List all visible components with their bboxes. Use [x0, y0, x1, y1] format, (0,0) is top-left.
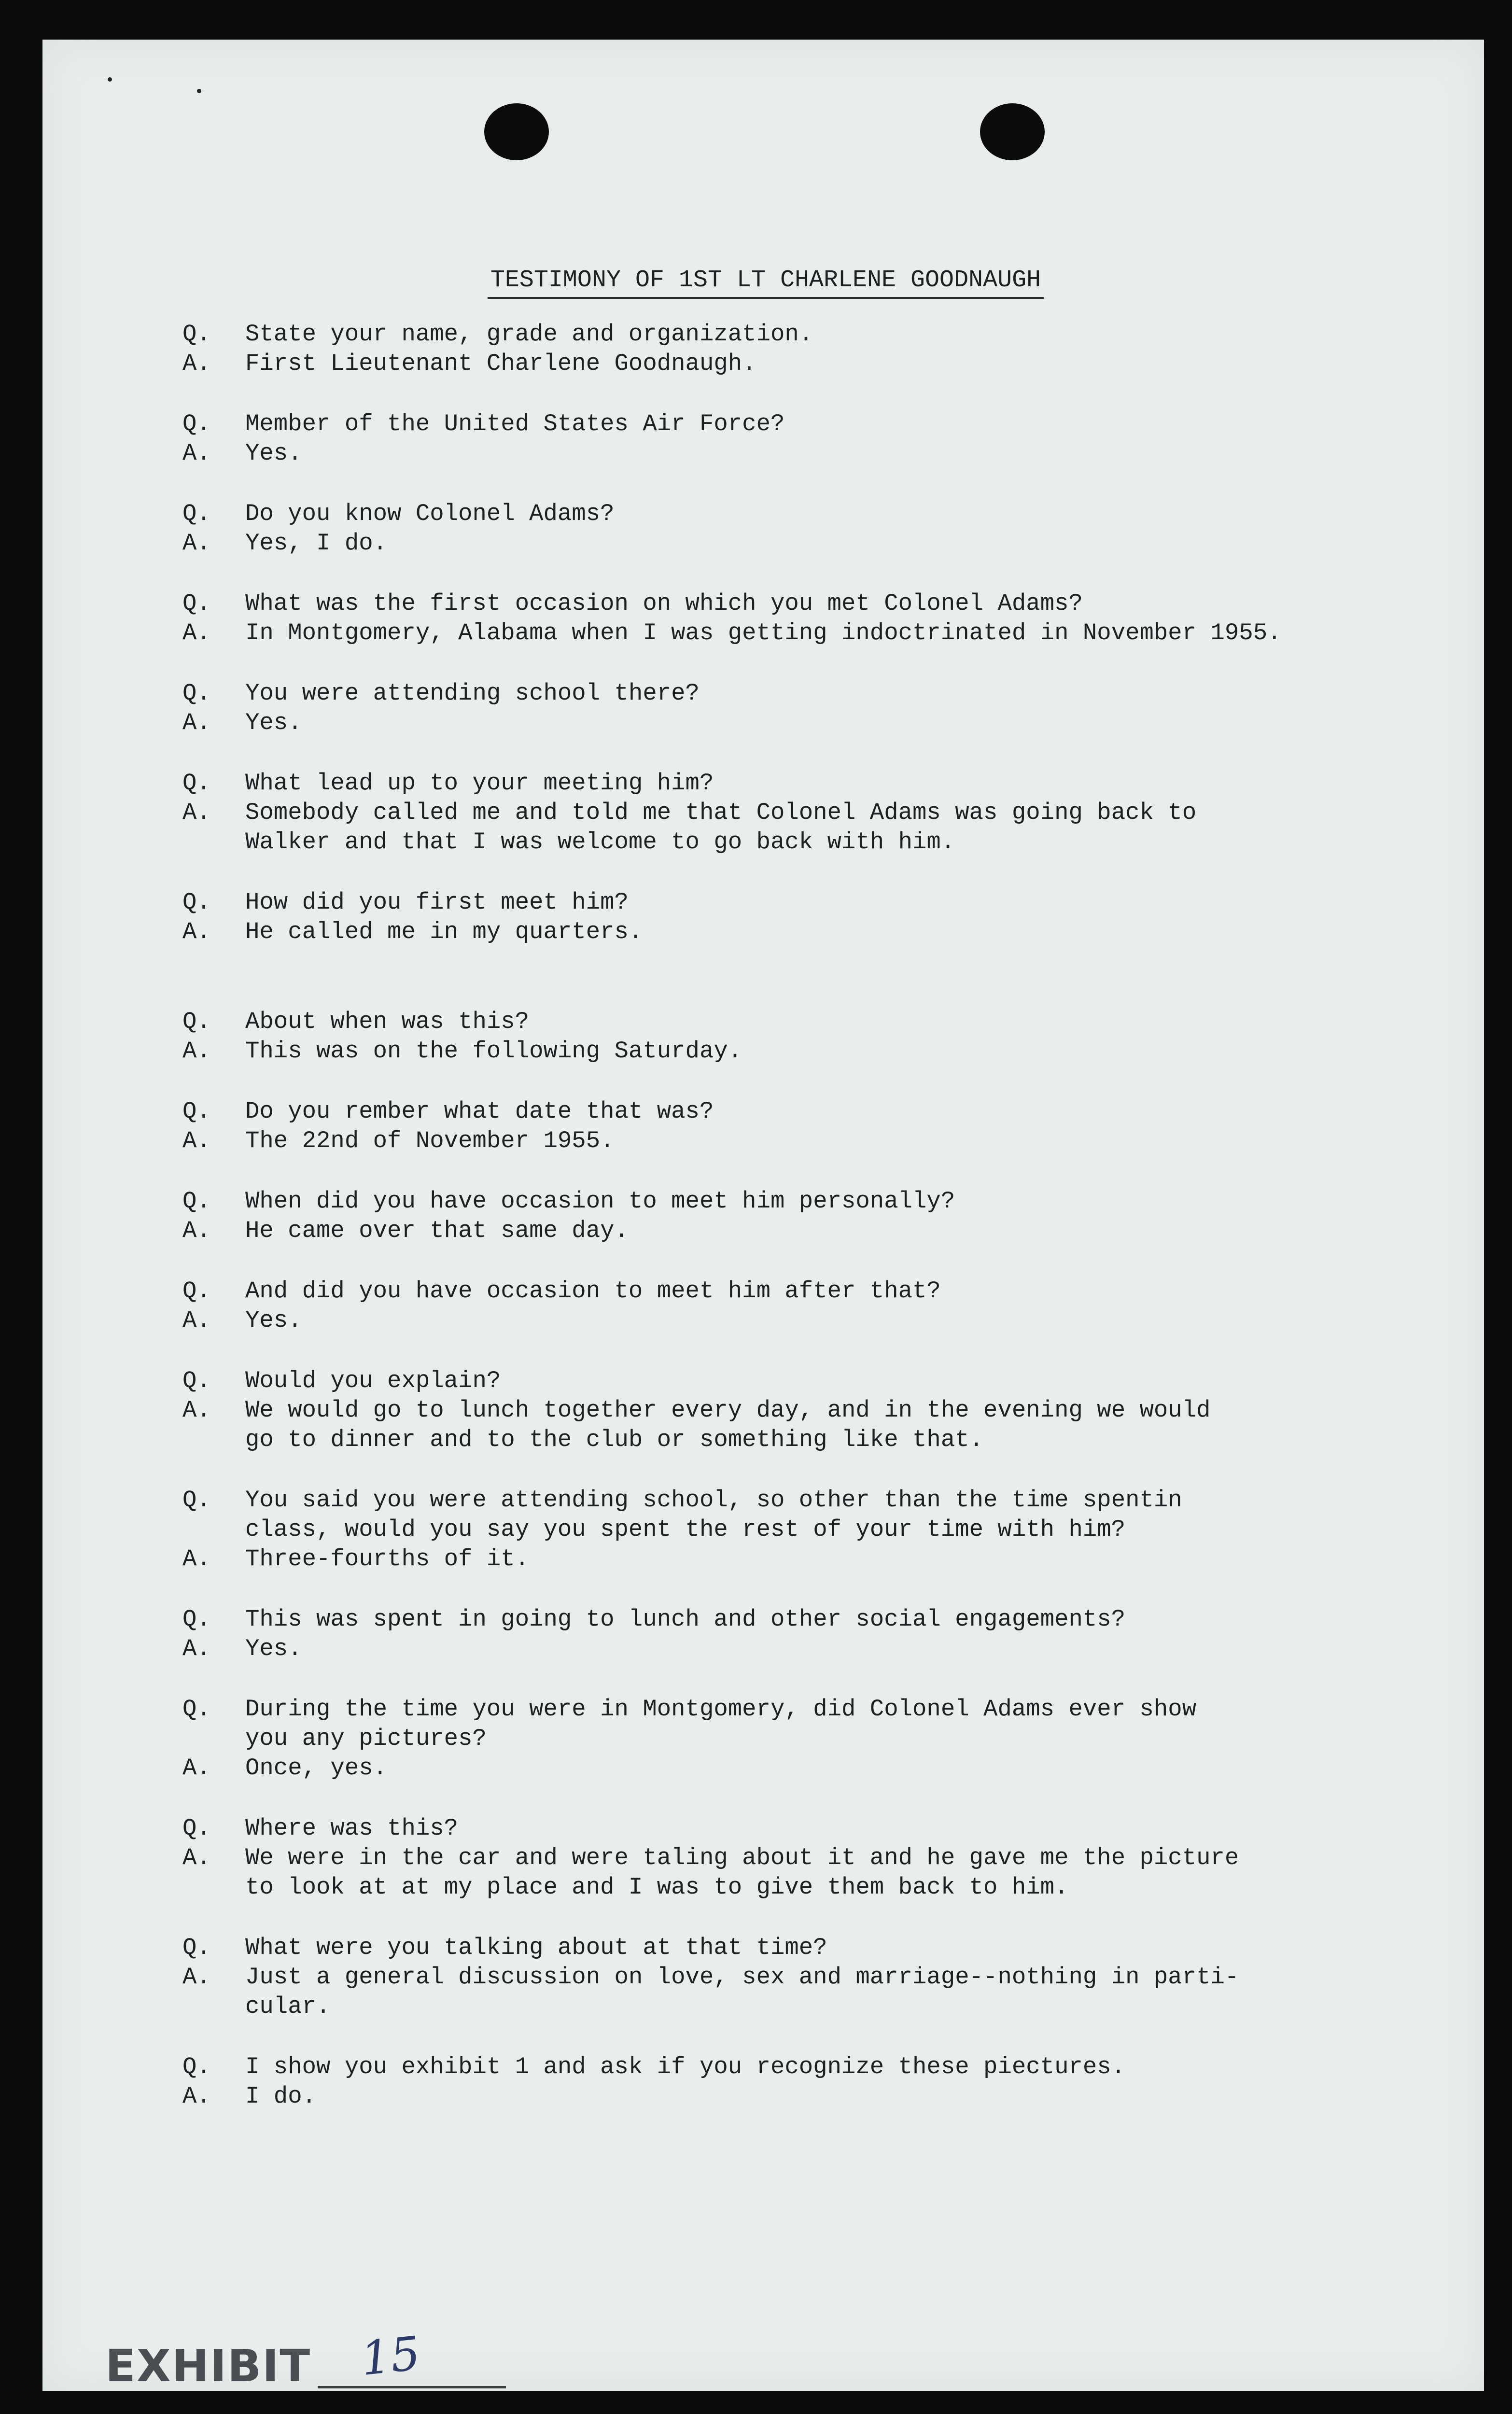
qa-line — [182, 1515, 1418, 1544]
qa-text: Walker and that I was welcome to go back with him. — [245, 828, 955, 856]
qa-marker: Q. — [182, 1098, 211, 1125]
qa-line — [182, 1754, 1418, 1783]
qa-line — [182, 1933, 1418, 1963]
qa-marker: A. — [182, 799, 211, 826]
qa-block — [182, 679, 1418, 738]
qa-text: Yes, I do. — [245, 530, 388, 557]
qa-marker: Q. — [182, 1367, 211, 1394]
punch-hole-right — [980, 103, 1045, 160]
qa-marker: Q. — [182, 680, 211, 707]
qa-marker: Q. — [182, 1277, 211, 1305]
qa-text: How did you first meet him? — [245, 889, 629, 916]
qa-line — [182, 1277, 1418, 1306]
qa-line — [182, 1724, 1418, 1754]
qa-marker: A. — [182, 1038, 211, 1065]
qa-marker: Q. — [182, 1934, 211, 1961]
qa-line — [182, 1992, 1418, 2021]
qa-block — [182, 2052, 1418, 2111]
qa-block — [182, 1277, 1418, 1335]
qa-text: Once, yes. — [245, 1754, 388, 1782]
qa-text: Member of the United States Air Force? — [245, 410, 785, 437]
qa-marker: Q. — [182, 1008, 211, 1035]
paper-speck — [197, 89, 201, 93]
qa-line — [182, 1695, 1418, 1724]
qa-block — [182, 888, 1418, 947]
qa-marker — [182, 828, 245, 857]
qa-line — [182, 708, 1418, 738]
qa-text: During the time you were in Montgomery, did Colonel Adams ever show — [245, 1696, 1197, 1723]
qa-line — [182, 1605, 1418, 1634]
qa-line — [182, 1126, 1418, 1156]
qa-block — [182, 1366, 1418, 1455]
qa-line — [182, 1963, 1418, 1992]
qa-marker: A. — [182, 918, 211, 945]
qa-text: This was spent in going to lunch and other social engagements? — [245, 1606, 1126, 1633]
exhibit-label: EXHIBIT — [105, 2340, 311, 2392]
qa-line — [182, 1306, 1418, 1335]
qa-line — [182, 679, 1418, 708]
exhibit-number: 15 — [358, 2326, 423, 2386]
qa-line — [182, 439, 1418, 468]
qa-marker: Q. — [182, 1487, 211, 1514]
exhibit-stamp — [105, 2326, 506, 2392]
qa-marker: A. — [182, 2083, 211, 2110]
qa-block — [182, 1187, 1418, 1246]
qa-marker: Q. — [182, 1815, 211, 1842]
qa-line — [182, 1634, 1418, 1664]
qa-line — [182, 1097, 1418, 1126]
qa-block — [182, 499, 1418, 558]
qa-marker: Q. — [182, 1188, 211, 1215]
qa-line — [182, 409, 1418, 439]
qa-line — [182, 1843, 1418, 1873]
qa-marker: A. — [182, 350, 211, 377]
paper-speck — [108, 77, 112, 82]
qa-marker: A. — [182, 1844, 211, 1871]
qa-marker — [182, 1425, 245, 1455]
qa-block — [182, 1007, 1418, 1066]
qa-line — [182, 1037, 1418, 1066]
qa-text: I do. — [245, 2083, 317, 2110]
qa-text: Do you know Colonel Adams? — [245, 500, 615, 527]
qa-line — [182, 618, 1418, 648]
qa-text: Three-fourths of it. — [245, 1545, 530, 1572]
qa-marker: A. — [182, 440, 211, 467]
qa-line — [182, 1486, 1418, 1515]
qa-text: you any pictures? — [245, 1725, 487, 1752]
qa-marker — [182, 1992, 245, 2021]
qa-text: I show you exhibit 1 and ask if you recognize these piectures. — [245, 2053, 1126, 2080]
qa-marker: Q. — [182, 590, 211, 617]
qa-block — [182, 1486, 1418, 1574]
qa-line — [182, 349, 1418, 379]
qa-line — [182, 769, 1418, 798]
qa-block — [182, 1605, 1418, 1664]
qa-text: What lead up to your meeting him? — [245, 770, 714, 797]
qa-text: go to dinner and to the club or something like that. — [245, 1426, 984, 1453]
qa-line — [182, 1425, 1418, 1455]
qa-marker: Q. — [182, 410, 211, 437]
qa-text: You were attending school there? — [245, 680, 700, 707]
qa-block — [182, 1933, 1418, 2021]
qa-line — [182, 2052, 1418, 2082]
qa-line — [182, 1007, 1418, 1037]
qa-text: About when was this? — [245, 1008, 530, 1035]
qa-marker: A. — [182, 1635, 211, 1662]
qa-marker: A. — [182, 619, 211, 646]
qa-line — [182, 1366, 1418, 1396]
qa-marker: Q. — [182, 321, 211, 348]
qa-text: Yes. — [245, 1307, 302, 1334]
qa-line — [182, 828, 1418, 857]
qa-text: Somebody called me and told me that Colonel Adams was going back to — [245, 799, 1197, 826]
qa-text: This was on the following Saturday. — [245, 1038, 742, 1065]
qa-text: Where was this? — [245, 1815, 459, 1842]
qa-marker: Q. — [182, 1606, 211, 1633]
qa-marker — [182, 1515, 245, 1544]
qa-marker: A. — [182, 1217, 211, 1244]
qa-marker: A. — [182, 1754, 211, 1782]
qa-text: In Montgomery, Alabama when I was getting indoctrinated in November 1955. — [245, 619, 1282, 646]
qa-marker: Q. — [182, 1696, 211, 1723]
qa-marker: A. — [182, 1964, 211, 1991]
qa-text: What was the first occasion on which you met Colonel Adams? — [245, 590, 1083, 617]
qa-line — [182, 2082, 1418, 2111]
qa-text: He called me in my quarters. — [245, 918, 643, 945]
punch-hole-left — [484, 103, 549, 160]
qa-line — [182, 1187, 1418, 1216]
qa-line — [182, 1396, 1418, 1425]
qa-text: When did you have occasion to meet him personally? — [245, 1188, 955, 1215]
qa-text: First Lieutenant Charlene Goodnaugh. — [245, 350, 756, 377]
qa-text: to look at at my place and I was to give them back to him. — [245, 1874, 1069, 1901]
qa-marker — [182, 1724, 245, 1754]
qa-marker: Q. — [182, 2053, 211, 2080]
testimony-title: TESTIMONY OF 1ST LT CHARLENE GOODNAUGH — [42, 267, 1484, 294]
qa-text: We would go to lunch together every day, and in the evening we would — [245, 1397, 1211, 1424]
qa-marker: A. — [182, 1397, 211, 1424]
qa-marker: A. — [182, 1127, 211, 1154]
qa-marker: Q. — [182, 770, 211, 797]
qa-marker: Q. — [182, 889, 211, 916]
qa-text: Yes. — [245, 709, 302, 736]
qa-block — [182, 589, 1418, 648]
qa-line — [182, 320, 1418, 349]
qa-line — [182, 1216, 1418, 1246]
qa-block — [182, 1097, 1418, 1156]
qa-text: What were you talking about at that time? — [245, 1934, 827, 1961]
qa-text: Just a general discussion on love, sex and marriage--nothing in parti- — [245, 1964, 1239, 1991]
qa-text: And did you have occasion to meet him after that? — [245, 1277, 941, 1305]
qa-line — [182, 1544, 1418, 1574]
qa-block — [182, 1814, 1418, 1902]
qa-text: Yes. — [245, 440, 302, 467]
qa-text: cular. — [245, 1993, 331, 2020]
qa-text: Would you explain? — [245, 1367, 501, 1394]
qa-text: class, would you say you spent the rest of your time with him? — [245, 1516, 1126, 1543]
qa-marker: Q. — [182, 500, 211, 527]
qa-marker: A. — [182, 1307, 211, 1334]
qa-block — [182, 320, 1418, 379]
qa-block — [182, 1695, 1418, 1783]
qa-block — [182, 769, 1418, 857]
qa-line — [182, 529, 1418, 558]
qa-marker: A. — [182, 1545, 211, 1572]
qa-marker: A. — [182, 530, 211, 557]
exhibit-number-line — [318, 2326, 506, 2388]
qa-line — [182, 888, 1418, 917]
qa-line — [182, 589, 1418, 618]
qa-marker: A. — [182, 709, 211, 736]
qa-text: Do you rember what date that was? — [245, 1098, 714, 1125]
qa-marker — [182, 1873, 245, 1902]
qa-text: State your name, grade and organization. — [245, 321, 813, 348]
qa-text: You said you were attending school, so other than the time spentin — [245, 1487, 1182, 1514]
question-answer-list — [182, 320, 1418, 2142]
qa-line — [182, 798, 1418, 828]
qa-text: Yes. — [245, 1635, 302, 1662]
qa-block — [182, 409, 1418, 468]
qa-line — [182, 499, 1418, 529]
qa-line — [182, 917, 1418, 947]
qa-line — [182, 1873, 1418, 1902]
document-page — [42, 40, 1484, 2391]
qa-line — [182, 1814, 1418, 1843]
qa-text: The 22nd of November 1955. — [245, 1127, 615, 1154]
qa-text: He came over that same day. — [245, 1217, 629, 1244]
qa-text: We were in the car and were taling about it and he gave me the picture — [245, 1844, 1239, 1871]
